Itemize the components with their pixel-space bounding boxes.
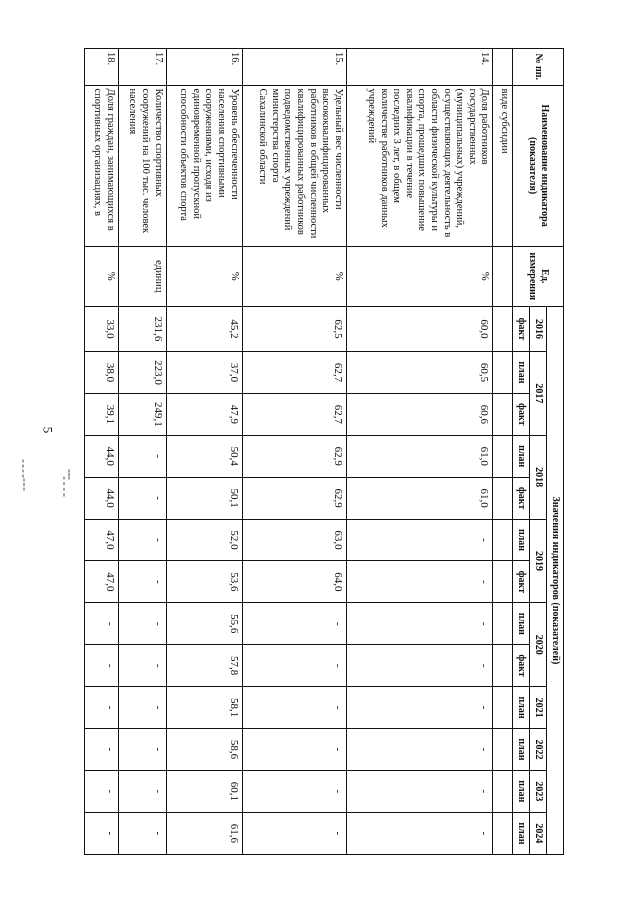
header-plan: план (513, 812, 530, 854)
table-row (493, 49, 513, 855)
value-cell: 231,6 (118, 306, 166, 351)
value-cell: - (118, 770, 166, 812)
value-cell: 38,0 (85, 352, 119, 394)
header-fact: факт (513, 393, 530, 435)
header-year: 2024 (530, 812, 547, 854)
value-cell: 47,0 (85, 519, 119, 561)
value-cell: - (118, 477, 166, 519)
header-year: 2017 (530, 352, 547, 436)
value-cell: 44,0 (85, 435, 119, 477)
value-cell: 37,0 (166, 352, 242, 394)
header-values-group: Значения индикаторов (показателей) (547, 306, 564, 854)
header-plan: план (513, 770, 530, 812)
row-num: 17. (118, 49, 166, 86)
header-plan: план (513, 603, 530, 645)
value-cell: - (85, 812, 119, 854)
row-name: Удельный вес численности высококвалифицированных работников в общей численности квалифицированных работников подведомственных учреждений министерства спорта Сахалинской области (242, 85, 346, 246)
value-cell: 61,0 (346, 435, 492, 477)
row-unit: % (166, 246, 242, 306)
value-cell: 63,0 (242, 519, 346, 561)
value-cell: 58,1 (166, 687, 242, 729)
header-year: 2023 (530, 770, 547, 812)
value-cell: - (85, 645, 119, 687)
value-cell: 62,7 (242, 352, 346, 394)
header-plan: план (513, 435, 530, 477)
row-name: Доля работников государственных (муниципальных) учреждений, осуществляющих деятельность в области физической культуры и спорта, прошедших повышение квалификации в течение последних 3 лет, в общем количестве работников данных учреждений (346, 85, 492, 246)
row-unit: % (85, 246, 119, 306)
header-fact: факт (513, 645, 530, 687)
value-cell: - (118, 561, 166, 603)
header-unit: Ед. измерения (513, 246, 564, 306)
header-year: 2019 (530, 519, 547, 603)
value-cell: - (346, 729, 492, 771)
value-cell: 55,6 (166, 603, 242, 645)
row-unit: % (242, 246, 346, 306)
header-year: 2020 (530, 603, 547, 687)
scan-mark (23, 460, 24, 478)
header-fact: факт (513, 306, 530, 351)
value-cell: - (118, 435, 166, 477)
row-num (493, 49, 513, 86)
value-cell: - (118, 603, 166, 645)
value-cell: - (346, 561, 492, 603)
value-cell: - (85, 770, 119, 812)
value-cell: 60,0 (346, 306, 492, 351)
header-year: 2018 (530, 435, 547, 519)
value-cell: - (118, 729, 166, 771)
header-year: 2016 (530, 306, 547, 351)
header-num: № пп. (513, 49, 564, 86)
value-cell: 61,6 (166, 812, 242, 854)
value-cell: 47,9 (166, 393, 242, 435)
value-cell: 45,2 (166, 306, 242, 351)
row-name: Доля граждан, занимающихся в спортивных организациях, в (85, 85, 119, 246)
row-num: 15. (242, 49, 346, 86)
value-cell: - (242, 729, 346, 771)
value-cell: - (118, 812, 166, 854)
header-year: 2021 (530, 687, 547, 729)
header-name: Наименование индикатора (показателя) (513, 85, 564, 246)
rotated-table-container (84, 48, 564, 855)
value-cell: 61,0 (346, 477, 492, 519)
row-unit (493, 246, 513, 306)
value-cell: 62,9 (242, 435, 346, 477)
header-plan: план (513, 687, 530, 729)
value-cell: - (242, 812, 346, 854)
row-name: Количество спортивных сооружений на 100 тыс. человек населения (118, 85, 166, 246)
header-plan: план (513, 729, 530, 771)
value-cell: - (346, 645, 492, 687)
row-num: 14. (346, 49, 492, 86)
table-row (166, 49, 242, 855)
scan-mark (69, 470, 70, 480)
value-cell: 58,6 (166, 729, 242, 771)
value-cell: 47,0 (85, 561, 119, 603)
header-plan: план (513, 519, 530, 561)
row-num: 18. (85, 49, 119, 86)
row-name: виде субсидии (493, 85, 513, 246)
value-cell: 249,1 (118, 393, 166, 435)
value-cell: - (346, 519, 492, 561)
value-cell: - (85, 729, 119, 771)
value-cell: - (118, 645, 166, 687)
table-row (118, 49, 166, 855)
scan-mark (64, 477, 65, 497)
value-cell: - (118, 519, 166, 561)
value-cell: - (118, 687, 166, 729)
value-cell: 60,5 (346, 352, 492, 394)
value-cell: 33,0 (85, 306, 119, 351)
table-row (85, 49, 119, 855)
value-cell: 57,8 (166, 645, 242, 687)
header-plan: план (513, 352, 530, 394)
value-cell: 53,6 (166, 561, 242, 603)
row-num: 16. (166, 49, 242, 86)
row-name: Уровень обеспеченности населения спортивными сооружениями, исходя из единовременной пропускной способности объектов спорта (166, 85, 242, 246)
header-fact: факт (513, 561, 530, 603)
value-cell: - (242, 603, 346, 645)
value-cell: - (85, 603, 119, 645)
value-cell: - (346, 687, 492, 729)
value-cell: 62,7 (242, 393, 346, 435)
value-cell: - (242, 770, 346, 812)
value-cell: 62,9 (242, 477, 346, 519)
row-unit: единиц (118, 246, 166, 306)
value-cell: 62,5 (242, 306, 346, 351)
value-cell: - (346, 603, 492, 645)
value-cell: - (242, 687, 346, 729)
header-fact: факт (513, 477, 530, 519)
value-cell: - (85, 687, 119, 729)
table-row (346, 49, 492, 855)
value-cell: - (346, 770, 492, 812)
value-cell: - (242, 645, 346, 687)
value-cell: 50,1 (166, 477, 242, 519)
indicators-table (84, 48, 564, 855)
header-year: 2022 (530, 729, 547, 771)
value-cell: - (346, 812, 492, 854)
value-cell: 60,1 (166, 770, 242, 812)
page-number: 5 (40, 426, 56, 434)
value-cell: 60,6 (346, 393, 492, 435)
scan-mark (24, 479, 25, 491)
row-unit: % (346, 246, 492, 306)
value-cell: 52,0 (166, 519, 242, 561)
value-cell: 64,0 (242, 561, 346, 603)
value-cell: 44,0 (85, 477, 119, 519)
value-cell: 223,0 (118, 352, 166, 394)
table-row (242, 49, 346, 855)
value-cell: 50,4 (166, 435, 242, 477)
value-cell: 39,1 (85, 393, 119, 435)
